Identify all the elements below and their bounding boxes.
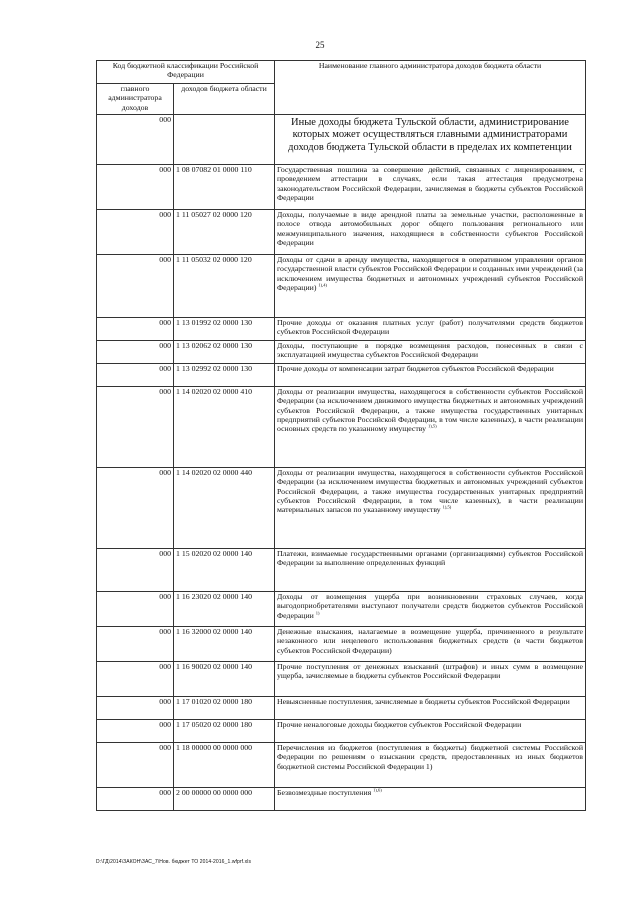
admin-code-cell: 000 bbox=[97, 697, 174, 720]
footnote-marker: 1),5) bbox=[442, 504, 452, 510]
revenue-name-text: Доходы, получаемые в виде арендной платы за земельные участки, расположенные в полосе отвода автомобильных дорог общего пользования регионального или межмуниципального значения, находящиеся в собственности субъектов Российской Федерации bbox=[277, 210, 583, 247]
table-row bbox=[97, 165, 586, 210]
revenue-name-cell bbox=[275, 468, 586, 549]
admin-code-cell: 000 bbox=[97, 165, 174, 210]
section-revenue-code bbox=[174, 115, 275, 165]
admin-code-cell: 000 bbox=[97, 318, 174, 341]
revenue-name-text: Доходы от реализации имущества, находящегося в собственности субъектов Российской Федерации (за исключением движимого имущества бюджетных и автономных учреждений субъектов Российской Федерации, а также имущества государственных унитарных предприятий субъектов Российской Федерации, в том числе казенных), в части реализации основных средств по указанному имуществу bbox=[277, 387, 583, 434]
revenue-name-text: Денежные взыскания, налагаемые в возмещение ущерба, причиненного в результате незаконного или нецелевого использования бюджетных средств (в части бюджетов субъектов Российской Федерации) bbox=[277, 627, 583, 655]
revenue-name-cell bbox=[275, 720, 586, 743]
revenue-code-cell: 1 13 02062 02 0000 130 bbox=[174, 341, 275, 364]
revenue-code-cell: 1 08 07082 01 0000 110 bbox=[174, 165, 275, 210]
section-title: Иные доходы бюджета Тульской области, администрирование которых может осуществляться главными администраторами доходов бюджета Тульской области в пределах их компетенции bbox=[275, 115, 586, 165]
revenue-name-text: Государственная пошлина за совершение действий, связанных с лицензированием, с проведением аттестации в случаях, если такая аттестация предусмотрена законодательством Российской Федерации, зачисляемая в бюджеты субъектов Российской Федерации bbox=[277, 165, 583, 202]
revenue-code-cell: 1 14 02020 02 0000 440 bbox=[174, 468, 275, 549]
revenue-name-cell bbox=[275, 255, 586, 318]
revenue-code-cell: 1 17 01020 02 0000 180 bbox=[174, 697, 275, 720]
revenue-name-cell bbox=[275, 341, 586, 364]
revenue-name-cell bbox=[275, 549, 586, 592]
table-row bbox=[97, 364, 586, 387]
revenue-code-cell: 1 16 90020 02 0000 140 bbox=[174, 662, 275, 697]
revenue-name-text: Прочие поступления от денежных взысканий (штрафов) и иных сумм в возмещение ущерба, зачисляемые в бюджеты субъектов Российской Федерации bbox=[277, 662, 583, 681]
table-row bbox=[97, 627, 586, 662]
footnote-marker: 1),5) bbox=[428, 423, 437, 429]
revenue-name-cell bbox=[275, 788, 586, 811]
admin-code-cell: 000 bbox=[97, 341, 174, 364]
administrator-name-header: Наименование главного администратора доходов бюджета области bbox=[275, 61, 586, 115]
section-admin-code: 000 bbox=[97, 115, 174, 165]
revenue-code-cell: 1 13 01992 02 0000 130 bbox=[174, 318, 275, 341]
revenue-code-cell: 1 18 00000 00 0000 000 bbox=[174, 743, 275, 788]
revenue-name-text: Доходы, поступающие в порядке возмещения расходов, понесенных в связи с эксплуатацией имущества субъектов Российской Федерации bbox=[277, 341, 583, 360]
revenue-administrators-table bbox=[96, 60, 586, 811]
table-row bbox=[97, 210, 586, 255]
admin-code-cell: 000 bbox=[97, 255, 174, 318]
admin-code-cell: 000 bbox=[97, 788, 174, 811]
revenue-name-text: Доходы от реализации имущества, находящегося в собственности субъектов Российской Федерации (за исключением имущества бюджетных и автономных учреждений субъектов Российской Федерации, а также имущества государственных унитарных предприятий субъектов Российской Федерации, в том числе казенных), в части реализации материальных запасов по указанному имуществу bbox=[277, 468, 583, 515]
table-row bbox=[97, 788, 586, 811]
section-row bbox=[97, 115, 586, 165]
revenue-name-text: Прочие доходы от оказания платных услуг (работ) получателями средств бюджетов субъектов Российской Федерации bbox=[277, 318, 583, 337]
revenue-name-text: Невыясненные поступления, зачисляемые в бюджеты субъектов Российской Федерации bbox=[277, 697, 570, 706]
admin-code-cell: 000 bbox=[97, 627, 174, 662]
revenue-name-text: Доходы от возмещения ущерба при возникновении страховых случаев, когда выгодоприобретателями выступают получатели средств бюджетов субъектов Российской Федерации bbox=[277, 592, 583, 620]
footer-file-path: D:\ГД\2014\ЗАКОН\ЗАС_7\Нов. бюджет ТО 2014-2016_1.wfprf.xls bbox=[96, 859, 252, 865]
revenue-code-cell: 2 00 00000 00 0000 000 bbox=[174, 788, 275, 811]
revenue-code-cell: 1 16 32000 02 0000 140 bbox=[174, 627, 275, 662]
revenue-name-cell bbox=[275, 627, 586, 662]
admin-code-cell: 000 bbox=[97, 743, 174, 788]
table-row bbox=[97, 720, 586, 743]
table-row bbox=[97, 743, 586, 788]
revenue-name-cell bbox=[275, 662, 586, 697]
revenue-code-cell: 1 15 02020 02 0000 140 bbox=[174, 549, 275, 592]
revenue-name-text: Безвозмездные поступления bbox=[277, 788, 372, 797]
admin-code-cell: 000 bbox=[97, 468, 174, 549]
table-row bbox=[97, 592, 586, 627]
table-row bbox=[97, 387, 586, 468]
revenue-code-header: доходов бюджета области bbox=[174, 84, 275, 115]
revenue-name-text: Платежи, взимаемые государственными органами (организациями) субъектов Российской Федерации за выполнение определенных функций bbox=[277, 549, 583, 568]
revenue-name-cell bbox=[275, 165, 586, 210]
admin-code-cell: 000 bbox=[97, 210, 174, 255]
revenue-name-text: Перечисления из бюджетов (поступления в бюджеты) бюджетной системы Российской Федерации по решениям о взыскании средств, предоставленных из иных бюджетов бюджетной системы Российской Федерации 1) bbox=[277, 743, 583, 771]
table-row bbox=[97, 255, 586, 318]
admin-code-cell: 000 bbox=[97, 364, 174, 387]
revenue-code-cell: 1 11 05032 02 0000 120 bbox=[174, 255, 275, 318]
admin-code-cell: 000 bbox=[97, 387, 174, 468]
revenue-code-cell: 1 13 02992 02 0000 130 bbox=[174, 364, 275, 387]
table-row bbox=[97, 549, 586, 592]
revenue-name-cell bbox=[275, 697, 586, 720]
revenue-name-text: Прочие неналоговые доходы бюджетов субъектов Российской Федерации bbox=[277, 720, 522, 729]
admin-code-header: главного администратора доходов bbox=[97, 84, 174, 115]
footnote-marker: 1),6) bbox=[373, 787, 382, 793]
revenue-name-cell bbox=[275, 318, 586, 341]
table-row bbox=[97, 662, 586, 697]
kbk-header: Код бюджетной классификации Российской Федерации bbox=[97, 61, 275, 84]
revenue-code-cell: 1 16 23020 02 0000 140 bbox=[174, 592, 275, 627]
revenue-name-cell bbox=[275, 387, 586, 468]
revenue-name-cell bbox=[275, 210, 586, 255]
revenue-name-cell bbox=[275, 364, 586, 387]
revenue-code-cell: 1 17 05020 02 0000 180 bbox=[174, 720, 275, 743]
revenue-name-cell bbox=[275, 743, 586, 788]
admin-code-cell: 000 bbox=[97, 720, 174, 743]
revenue-code-cell: 1 14 02020 02 0000 410 bbox=[174, 387, 275, 468]
footnote-marker: 1) bbox=[315, 610, 320, 615]
revenue-name-text: Прочие доходы от компенсации затрат бюджетов субъектов Российской Федерации bbox=[277, 364, 554, 373]
revenue-code-cell: 1 11 05027 02 0000 120 bbox=[174, 210, 275, 255]
footnote-marker: 1),4) bbox=[318, 282, 327, 288]
admin-code-cell: 000 bbox=[97, 549, 174, 592]
table-row bbox=[97, 697, 586, 720]
table-row bbox=[97, 318, 586, 341]
admin-code-cell: 000 bbox=[97, 592, 174, 627]
page-number: 25 bbox=[315, 40, 325, 50]
admin-code-cell: 000 bbox=[97, 662, 174, 697]
table-row bbox=[97, 468, 586, 549]
revenue-name-text: Доходы от сдачи в аренду имущества, находящегося в оперативном управлении органов государственной власти субъектов Российской Федерации и созданных ими учреждений (за исключением имущества бюджетных и автономных учреждений субъектов Российской Федерации) bbox=[277, 255, 583, 292]
table-row bbox=[97, 341, 586, 364]
revenue-name-cell bbox=[275, 592, 586, 627]
